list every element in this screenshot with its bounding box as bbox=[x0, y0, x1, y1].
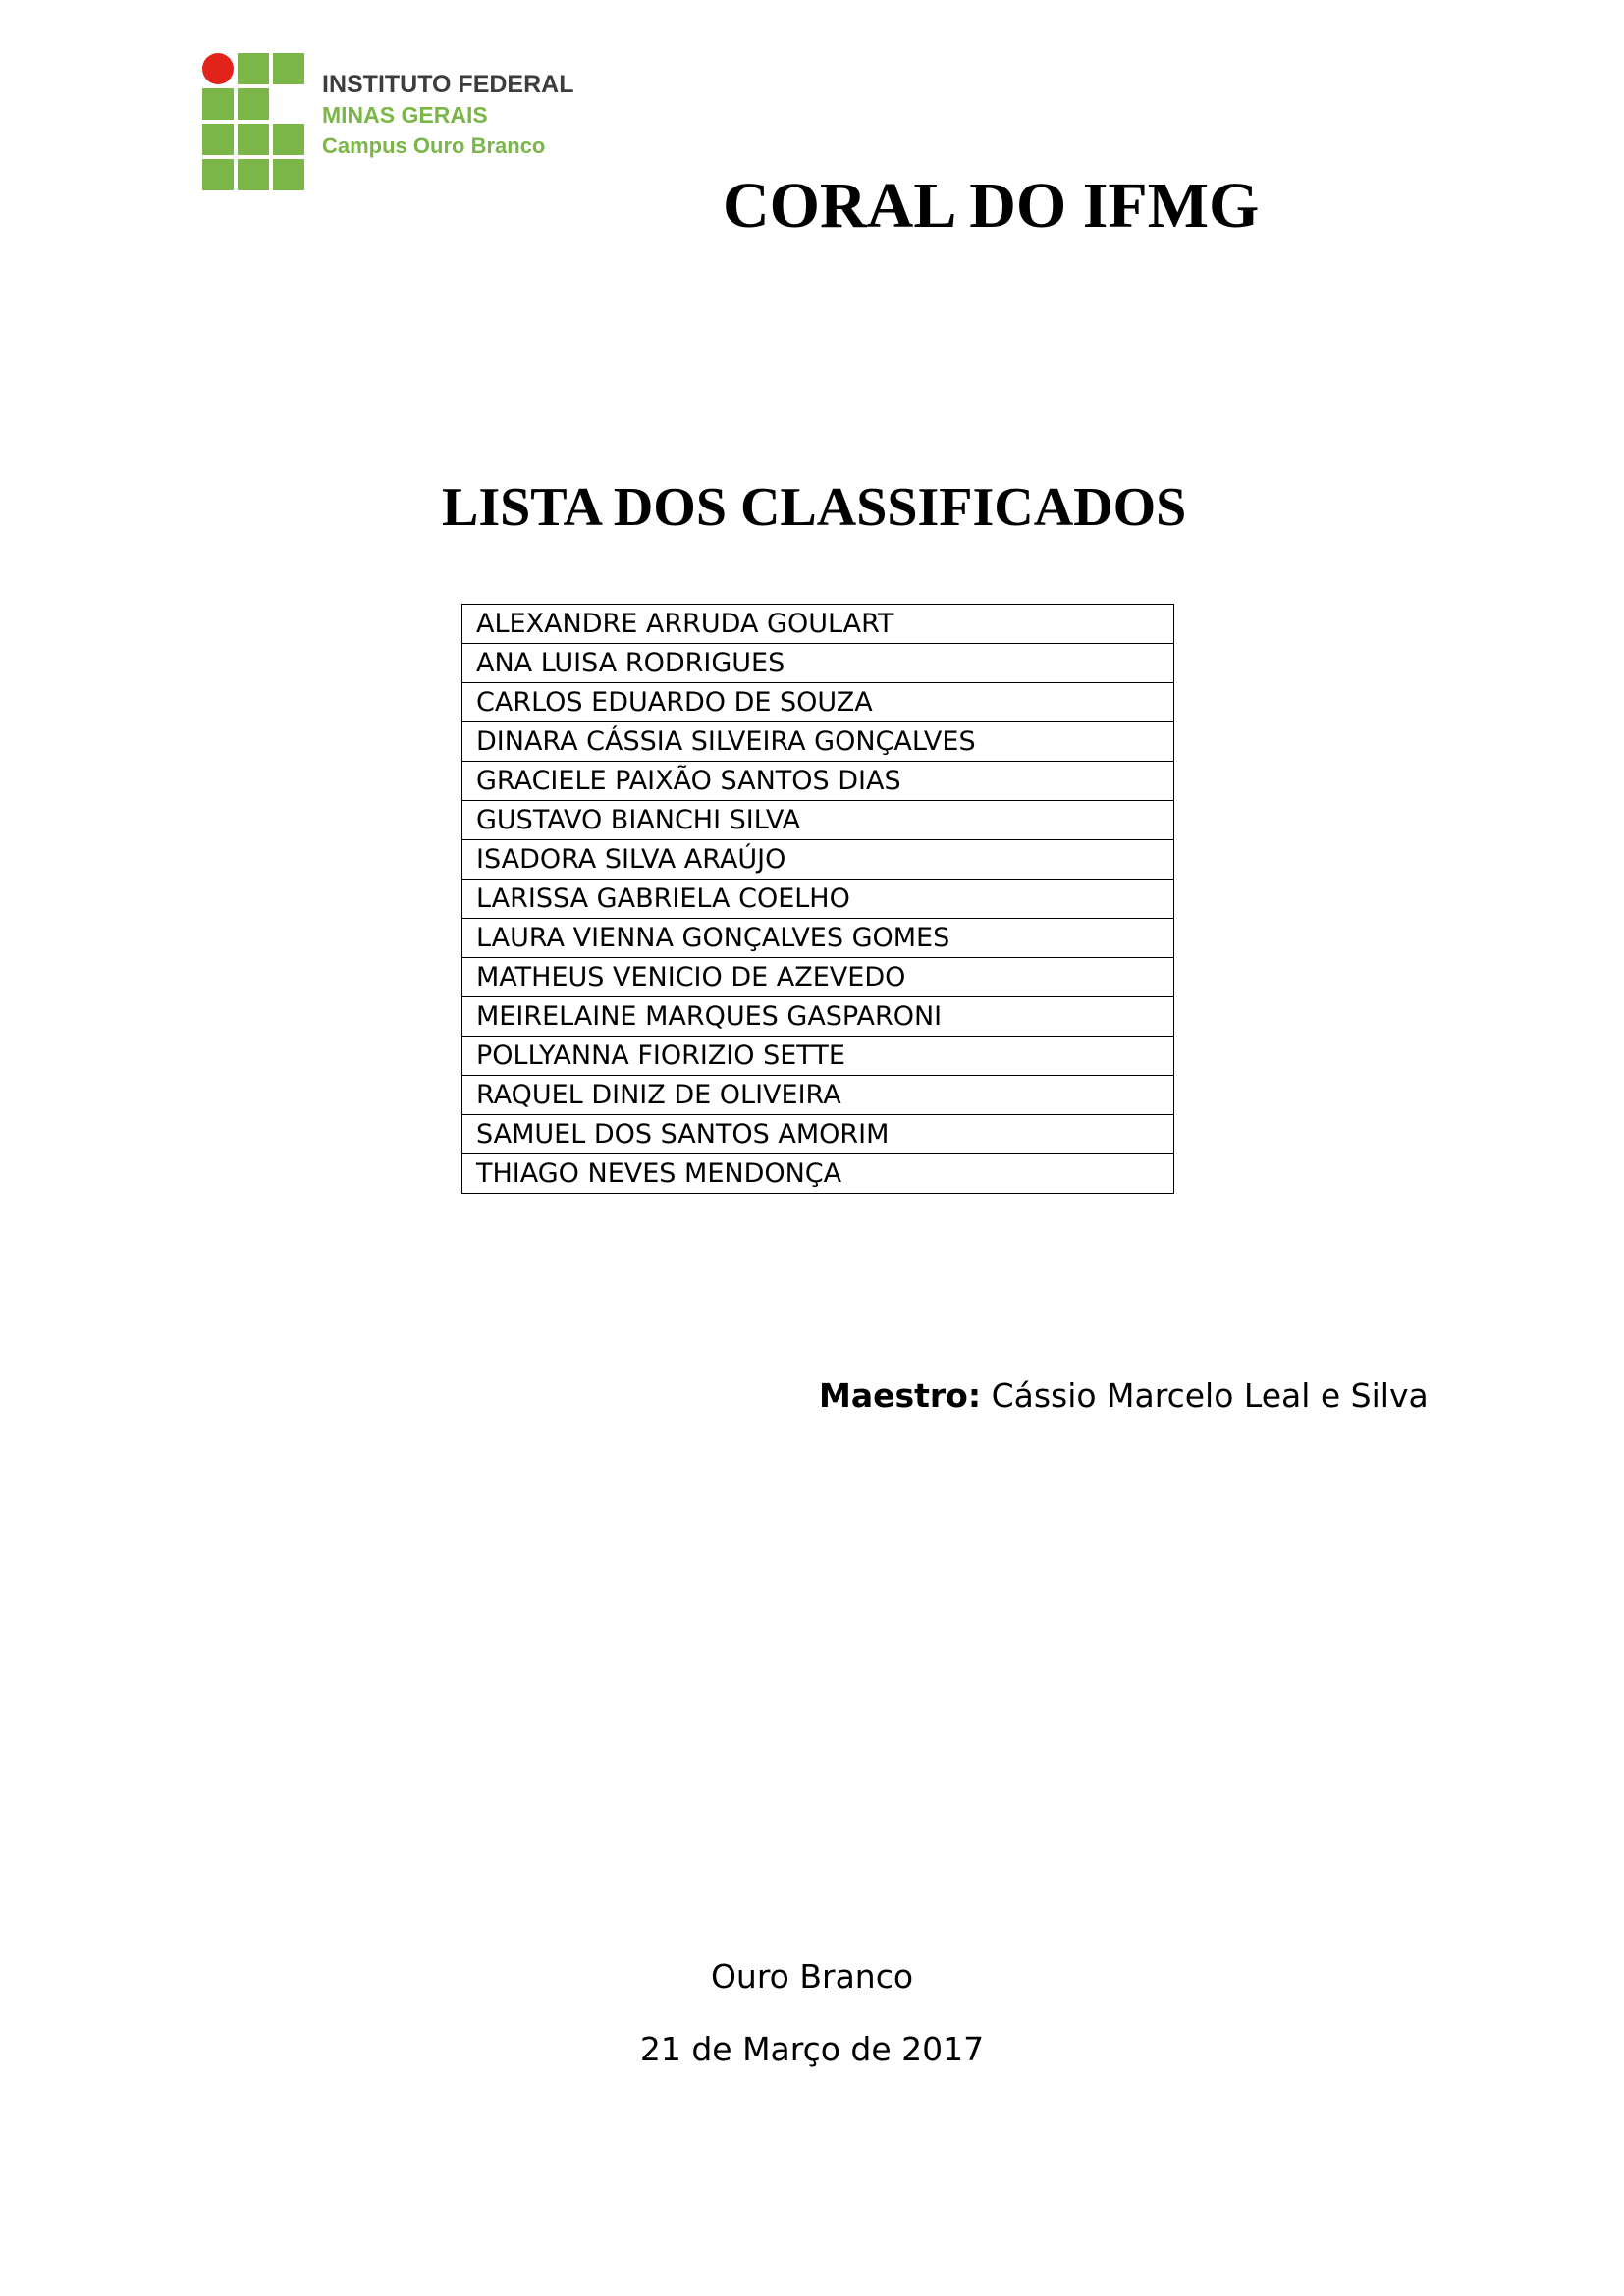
classified-name: MATHEUS VENICIO DE AZEVEDO bbox=[462, 958, 1174, 997]
table-row bbox=[462, 1076, 1174, 1115]
logo-square bbox=[202, 88, 234, 120]
classified-name: SAMUEL DOS SANTOS AMORIM bbox=[462, 1115, 1174, 1154]
classified-name: RAQUEL DINIZ DE OLIVEIRA bbox=[462, 1076, 1174, 1115]
classified-name: MEIRELAINE MARQUES GASPARONI bbox=[462, 997, 1174, 1037]
logo-red-dot bbox=[202, 53, 234, 84]
logo-square bbox=[202, 124, 234, 155]
page-title: CORAL DO IFMG bbox=[723, 170, 1260, 241]
logo-line-state: MINAS GERAIS bbox=[322, 102, 488, 128]
classified-name: LARISSA GABRIELA COELHO bbox=[462, 880, 1174, 919]
classified-name: GRACIELE PAIXÃO SANTOS DIAS bbox=[462, 762, 1174, 801]
logo-square bbox=[238, 53, 269, 84]
classified-name: THIAGO NEVES MENDONÇA bbox=[462, 1154, 1174, 1194]
classified-name: LAURA VIENNA GONÇALVES GOMES bbox=[462, 919, 1174, 958]
table-row bbox=[462, 919, 1174, 958]
logo-square bbox=[273, 53, 304, 84]
maestro-line bbox=[819, 1376, 1429, 1415]
maestro-name: Cássio Marcelo Leal e Silva bbox=[991, 1376, 1429, 1415]
classified-name: DINARA CÁSSIA SILVEIRA GONÇALVES bbox=[462, 722, 1174, 762]
table-row bbox=[462, 1115, 1174, 1154]
table-row bbox=[462, 1154, 1174, 1194]
table-row bbox=[462, 605, 1174, 644]
classified-name: CARLOS EDUARDO DE SOUZA bbox=[462, 683, 1174, 722]
logo-square bbox=[273, 124, 304, 155]
ifmg-logo bbox=[202, 53, 575, 181]
classified-name: ALEXANDRE ARRUDA GOULART bbox=[462, 605, 1174, 644]
logo-square bbox=[238, 124, 269, 155]
list-heading: LISTA DOS CLASSIFICADOS bbox=[442, 477, 1187, 538]
logo-line-campus: Campus Ouro Branco bbox=[322, 133, 546, 158]
table-row bbox=[462, 762, 1174, 801]
table-row bbox=[462, 722, 1174, 762]
table-row bbox=[462, 958, 1174, 997]
table-row bbox=[462, 1037, 1174, 1076]
classified-name: ISADORA SILVA ARAÚJO bbox=[462, 840, 1174, 880]
logo-line-institution: INSTITUTO FEDERAL bbox=[322, 71, 574, 98]
classified-name: POLLYANNA FIORIZIO SETTE bbox=[462, 1037, 1174, 1076]
footer-date: 21 de Março de 2017 bbox=[639, 2030, 985, 2068]
table-row bbox=[462, 801, 1174, 840]
table-row bbox=[462, 644, 1174, 683]
footer-city: Ouro Branco bbox=[710, 1957, 914, 1996]
classified-name: GUSTAVO BIANCHI SILVA bbox=[462, 801, 1174, 840]
table-row bbox=[462, 683, 1174, 722]
classified-table bbox=[461, 604, 1174, 1194]
maestro-label: Maestro: bbox=[819, 1376, 982, 1415]
table-row bbox=[462, 997, 1174, 1037]
table-row bbox=[462, 840, 1174, 880]
classified-name: ANA LUISA RODRIGUES bbox=[462, 644, 1174, 683]
table-row bbox=[462, 880, 1174, 919]
logo-square bbox=[238, 88, 269, 120]
